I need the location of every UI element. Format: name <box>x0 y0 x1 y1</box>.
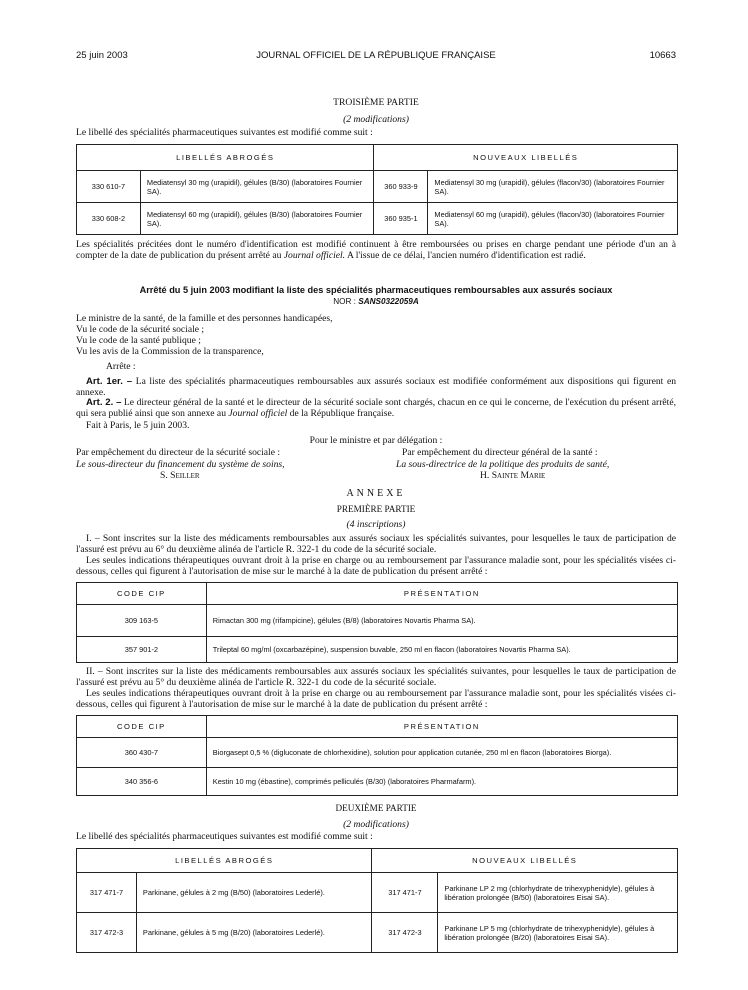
part2-title: DEUXIÈME PARTIE <box>335 803 417 813</box>
new-code: 317 471-7 <box>372 873 438 913</box>
old-code: 317 472-3 <box>77 913 137 953</box>
part3-table <box>76 144 678 235</box>
annexe-table-1 <box>76 582 678 663</box>
nor-reference <box>76 297 676 306</box>
article-1 <box>76 377 676 398</box>
article-2-text-end: de la République française. <box>287 407 395 419</box>
signature-left-name: S. Seiller <box>160 470 200 481</box>
signature-right-line1: Par empêchement du directeur général de la santé : <box>402 447 598 458</box>
table-row <box>77 738 678 768</box>
part3-title: TROISIÈME PARTIE <box>333 97 419 108</box>
nor-label: NOR : <box>333 297 359 306</box>
part1-count: (4 inscriptions) <box>346 519 406 530</box>
table-row <box>77 873 678 913</box>
signature-left-line2: Le sous-directeur du financement du système de soins, <box>76 459 285 470</box>
new-label: Parkinane LP 5 mg (chlorhydrate de trihexyphenidyle), gélules à libération prolongée (B/20) (laboratoires Eisai SA). <box>438 913 678 953</box>
article-2-text: Le directeur général de la santé et le directeur de la sécurité sociale sont chargés, chacun en ce qui le concerne, de l'exécution du présent arrêté, qui sera publié ainsi que son annexe au <box>76 397 676 419</box>
visa-line: Vu le code de la sécurité sociale ; <box>76 324 205 335</box>
old-label: Parkinane, gélules à 2 mg (B/50) (laboratoires Lederlé). <box>136 873 372 913</box>
new-label: Mediatensyl 60 mg (urapidil), gélules (flacon/30) (laboratoires Fournier SA). <box>428 203 678 235</box>
col-libelles-abroges: LIBELLÉS ABROGÉS <box>77 145 374 171</box>
new-code: 360 935-1 <box>374 203 428 235</box>
article-1-label: Art. 1er. – <box>86 376 133 387</box>
presentation: Rimactan 300 mg (rifampicine), gélules (B/8) (laboratoires Novartis Pharma SA). <box>206 605 677 637</box>
section-1-paragraph: I. – Sont inscrites sur la liste des médicaments remboursables aux assurés sociaux les spécialités suivantes, pour lesquelles le taux de participation de l'assuré est prévu au 6° du deuxième alinéa de l'article R. 322-1 du code de la sécurité sociale. <box>76 533 676 555</box>
header-page-number: 10663 <box>649 50 676 61</box>
visa-minister: Le ministre de la santé, de la famille et des personnes handicapées, <box>76 313 333 324</box>
arrete-title: Arrêté du 5 juin 2003 modifiant la liste des spécialités pharmaceutiques remboursables aux assurés sociaux <box>139 285 613 295</box>
article-1-text: La liste des spécialités pharmaceutiques remboursables aux assurés sociaux est modifiée conformément aux dispositions qui figurent en annexe. <box>76 376 676 398</box>
part2-count: (2 modifications) <box>343 819 409 830</box>
cip-code: 360 430-7 <box>77 738 207 768</box>
presentation: Biorgasept 0,5 % (digluconate de chlorhexidine), solution pour application cutanée, 250 ml en flacon (laboratoires Biorga). <box>206 738 677 768</box>
fait-a-paris: Fait à Paris, le 5 juin 2003. <box>86 420 190 431</box>
new-code: 317 472-3 <box>372 913 438 953</box>
section-2-paragraph: II. – Sont inscrites sur la liste des médicaments remboursables aux assurés sociaux les spécialités suivantes, pour lesquelles le taux de participation de l'assuré est prévu au 5° du deuxième alinéa de l'article R. 322-1 du code de la sécurité sociale. <box>76 666 676 688</box>
presentation: Kestin 10 mg (ébastine), comprimés pelliculés (B/30) (laboratoires Pharmafarm). <box>206 768 677 796</box>
old-label: Mediatensyl 60 mg (urapidil), gélules (B/30) (laboratoires Fournier SA). <box>140 203 374 235</box>
visa-line: Vu le code de la santé publique ; <box>76 335 201 346</box>
table-row <box>77 605 678 637</box>
nor-value: SANS0322059A <box>358 297 419 306</box>
header-date: 25 juin 2003 <box>76 50 128 61</box>
old-code: 330 608-2 <box>77 203 141 235</box>
section-1-indications: Les seules indications thérapeutiques ouvrant droit à la prise en charge ou au remboursement par l'assurance maladie sont, pour les spécialités visées ci-dessous, celles qui figurent à l'autorisation de mise sur le marché à la date de publication du présent arrêté : <box>76 555 676 577</box>
part1-title: PREMIÈRE PARTIE <box>336 504 416 514</box>
cip-code: 340 356-6 <box>77 768 207 796</box>
new-code: 360 933-9 <box>374 171 428 203</box>
cip-code: 309 163-5 <box>77 605 207 637</box>
header-title: JOURNAL OFFICIEL DE LA RÉPUBLIQUE FRANÇAISE <box>256 50 496 61</box>
annexe-table-2 <box>76 715 678 796</box>
col-code-cip: CODE CIP <box>77 583 207 605</box>
journal-officiel-ref: Journal officiel <box>228 407 288 419</box>
col-presentation: PRÉSENTATION <box>206 716 677 738</box>
old-code: 317 471-7 <box>77 873 137 913</box>
note-text-end: A l'issue de ce délai, l'ancien numéro d'identification est radié. <box>345 249 586 261</box>
part3-intro: Le libellé des spécialités pharmaceutiques suivantes est modifié comme suit : <box>76 127 373 138</box>
table-row <box>77 203 678 235</box>
signature-right-line2: La sous-directrice de la politique des produits de santé, <box>396 459 610 470</box>
journal-officiel-ref: Journal officiel. <box>283 249 346 261</box>
cip-code: 357 901-2 <box>77 637 207 663</box>
table-row <box>77 637 678 663</box>
article-2 <box>76 398 676 419</box>
new-label: Parkinane LP 2 mg (chlorhydrate de trihexyphenidyle), gélules à libération prolongée (B/50) (laboratoires Eisai SA). <box>438 873 678 913</box>
note-text: Les spécialités précitées dont le numéro d'identification est modifié continuent à être remboursées ou prises en charge pendant une période d'un an à compter de la date de publication du présent arrêté au <box>76 239 676 261</box>
annexe-title: ANNEXE <box>346 488 406 499</box>
new-label: Mediatensyl 30 mg (urapidil), gélules (flacon/30) (laboratoires Fournier SA). <box>428 171 678 203</box>
signature-right-name: H. Sainte Marie <box>480 470 546 481</box>
part2-intro: Le libellé des spécialités pharmaceutiques suivantes est modifié comme suit : <box>76 831 373 842</box>
article-2-label: Art. 2. – <box>86 397 122 408</box>
old-code: 330 610-7 <box>77 171 141 203</box>
part3-count: (2 modifications) <box>343 114 409 125</box>
col-code-cip: CODE CIP <box>77 716 207 738</box>
old-label: Mediatensyl 30 mg (urapidil), gélules (B/30) (laboratoires Fournier SA). <box>140 171 374 203</box>
presentation: Trileptal 60 mg/ml (oxcarbazépine), suspension buvable, 250 ml en flacon (laboratoires Novartis Pharma SA). <box>206 637 677 663</box>
signature-left-line1: Par empêchement du directeur de la sécurité sociale : <box>76 447 281 458</box>
col-libelles-abroges: LIBELLÉS ABROGÉS <box>77 849 372 873</box>
delegation: Pour le ministre et par délégation : <box>309 435 443 446</box>
table-row <box>77 768 678 796</box>
table-row <box>77 171 678 203</box>
table-row <box>77 913 678 953</box>
col-presentation: PRÉSENTATION <box>206 583 677 605</box>
part3-note <box>76 240 676 261</box>
arrete-word: Arrête : <box>106 361 136 372</box>
section-2-indications: Les seules indications thérapeutiques ouvrant droit à la prise en charge ou au remboursement par l'assurance maladie sont, pour les spécialités visées ci-dessous, celles qui figurent à l'autorisation de mise sur le marché à la date de publication du présent arrêté : <box>76 688 676 710</box>
old-label: Parkinane, gélules à 5 mg (B/20) (laboratoires Lederlé). <box>136 913 372 953</box>
visa-line: Vu les avis de la Commission de la transparence, <box>76 346 264 357</box>
col-nouveaux-libelles: NOUVEAUX LIBELLÉS <box>372 849 678 873</box>
col-nouveaux-libelles: NOUVEAUX LIBELLÉS <box>374 145 678 171</box>
annexe-table-3 <box>76 848 678 953</box>
